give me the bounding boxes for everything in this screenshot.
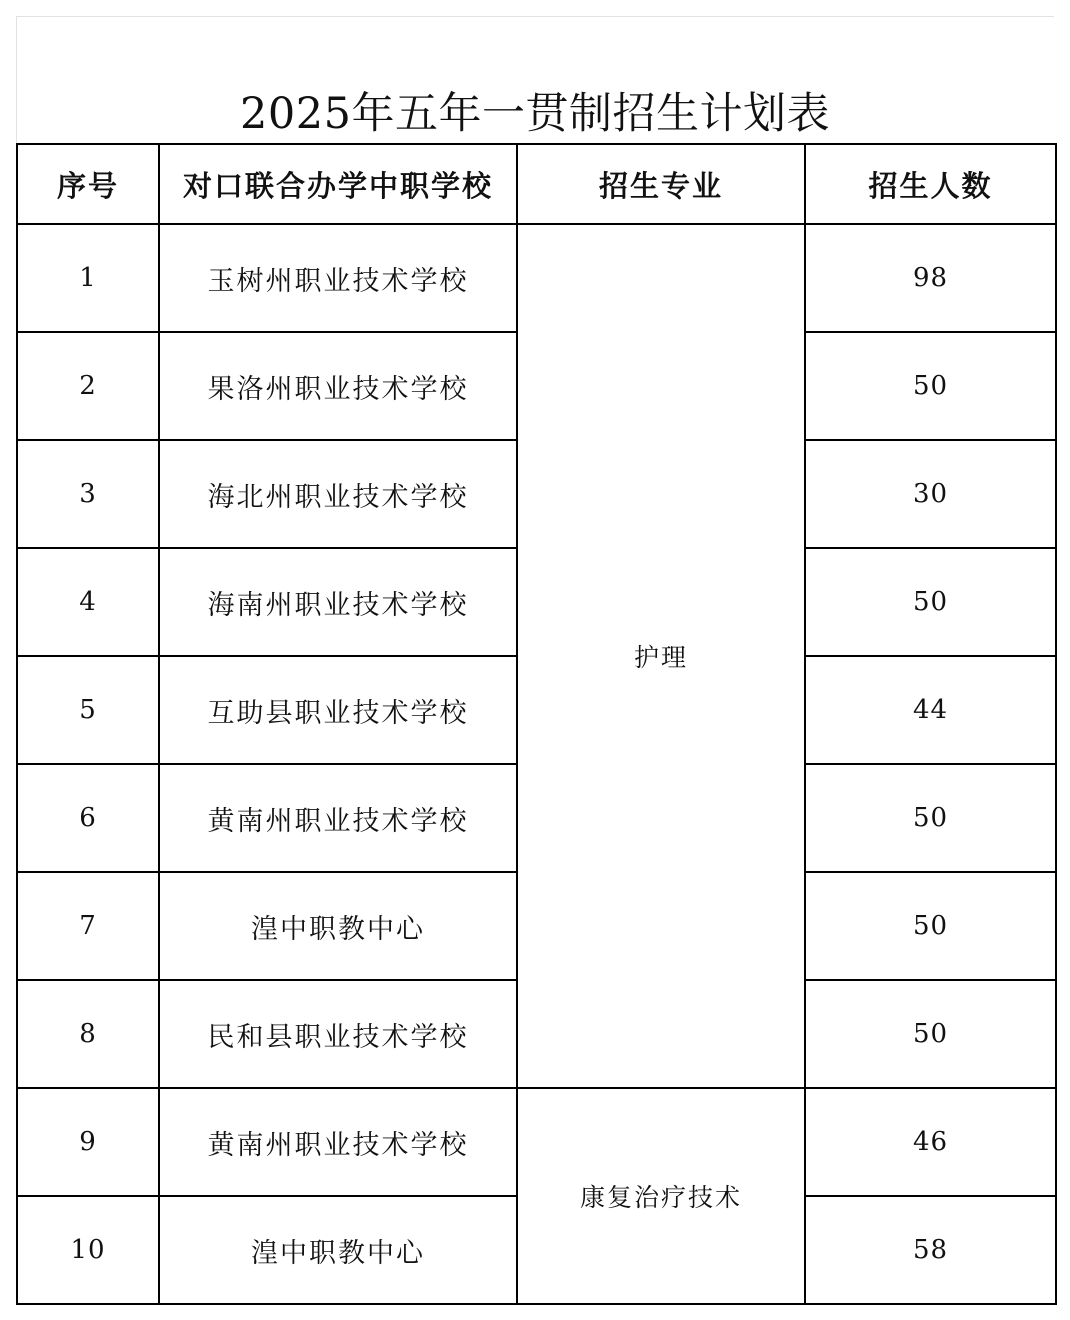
header-major: 招生专业 <box>517 144 805 224</box>
header-count: 招生人数 <box>805 144 1056 224</box>
row-count: 50 <box>805 332 1056 440</box>
row-count: 50 <box>805 980 1056 1088</box>
major-rehab: 康复治疗技术 <box>517 1088 805 1304</box>
major-nursing: 护理 <box>517 224 805 1088</box>
row-count: 44 <box>805 656 1056 764</box>
row-index: 5 <box>17 656 159 764</box>
sheet-top-border <box>16 16 1054 17</box>
row-index: 1 <box>17 224 159 332</box>
table-row <box>17 1088 1056 1196</box>
row-index: 7 <box>17 872 159 980</box>
row-count: 50 <box>805 872 1056 980</box>
row-school: 海北州职业技术学校 <box>159 440 517 548</box>
row-count: 46 <box>805 1088 1056 1196</box>
row-index: 6 <box>17 764 159 872</box>
row-index: 9 <box>17 1088 159 1196</box>
page-title: 2025年五年一贯制招生计划表 <box>240 88 830 139</box>
header-school: 对口联合办学中职学校 <box>159 144 517 224</box>
row-index: 8 <box>17 980 159 1088</box>
row-school: 互助县职业技术学校 <box>159 656 517 764</box>
row-school: 民和县职业技术学校 <box>159 980 517 1088</box>
row-school: 海南州职业技术学校 <box>159 548 517 656</box>
row-count: 98 <box>805 224 1056 332</box>
row-index: 2 <box>17 332 159 440</box>
row-school: 湟中职教中心 <box>159 1196 517 1304</box>
row-index: 3 <box>17 440 159 548</box>
row-count: 50 <box>805 764 1056 872</box>
table-row <box>17 224 1056 332</box>
header-row <box>17 144 1056 224</box>
row-index: 4 <box>17 548 159 656</box>
row-count: 58 <box>805 1196 1056 1304</box>
row-school: 湟中职教中心 <box>159 872 517 980</box>
row-school: 玉树州职业技术学校 <box>159 224 517 332</box>
enrollment-plan-table <box>16 143 1057 1305</box>
row-index: 10 <box>17 1196 159 1304</box>
row-school: 果洛州职业技术学校 <box>159 332 517 440</box>
row-school: 黄南州职业技术学校 <box>159 764 517 872</box>
row-school: 黄南州职业技术学校 <box>159 1088 517 1196</box>
row-count: 50 <box>805 548 1056 656</box>
row-count: 30 <box>805 440 1056 548</box>
header-index: 序号 <box>17 144 159 224</box>
